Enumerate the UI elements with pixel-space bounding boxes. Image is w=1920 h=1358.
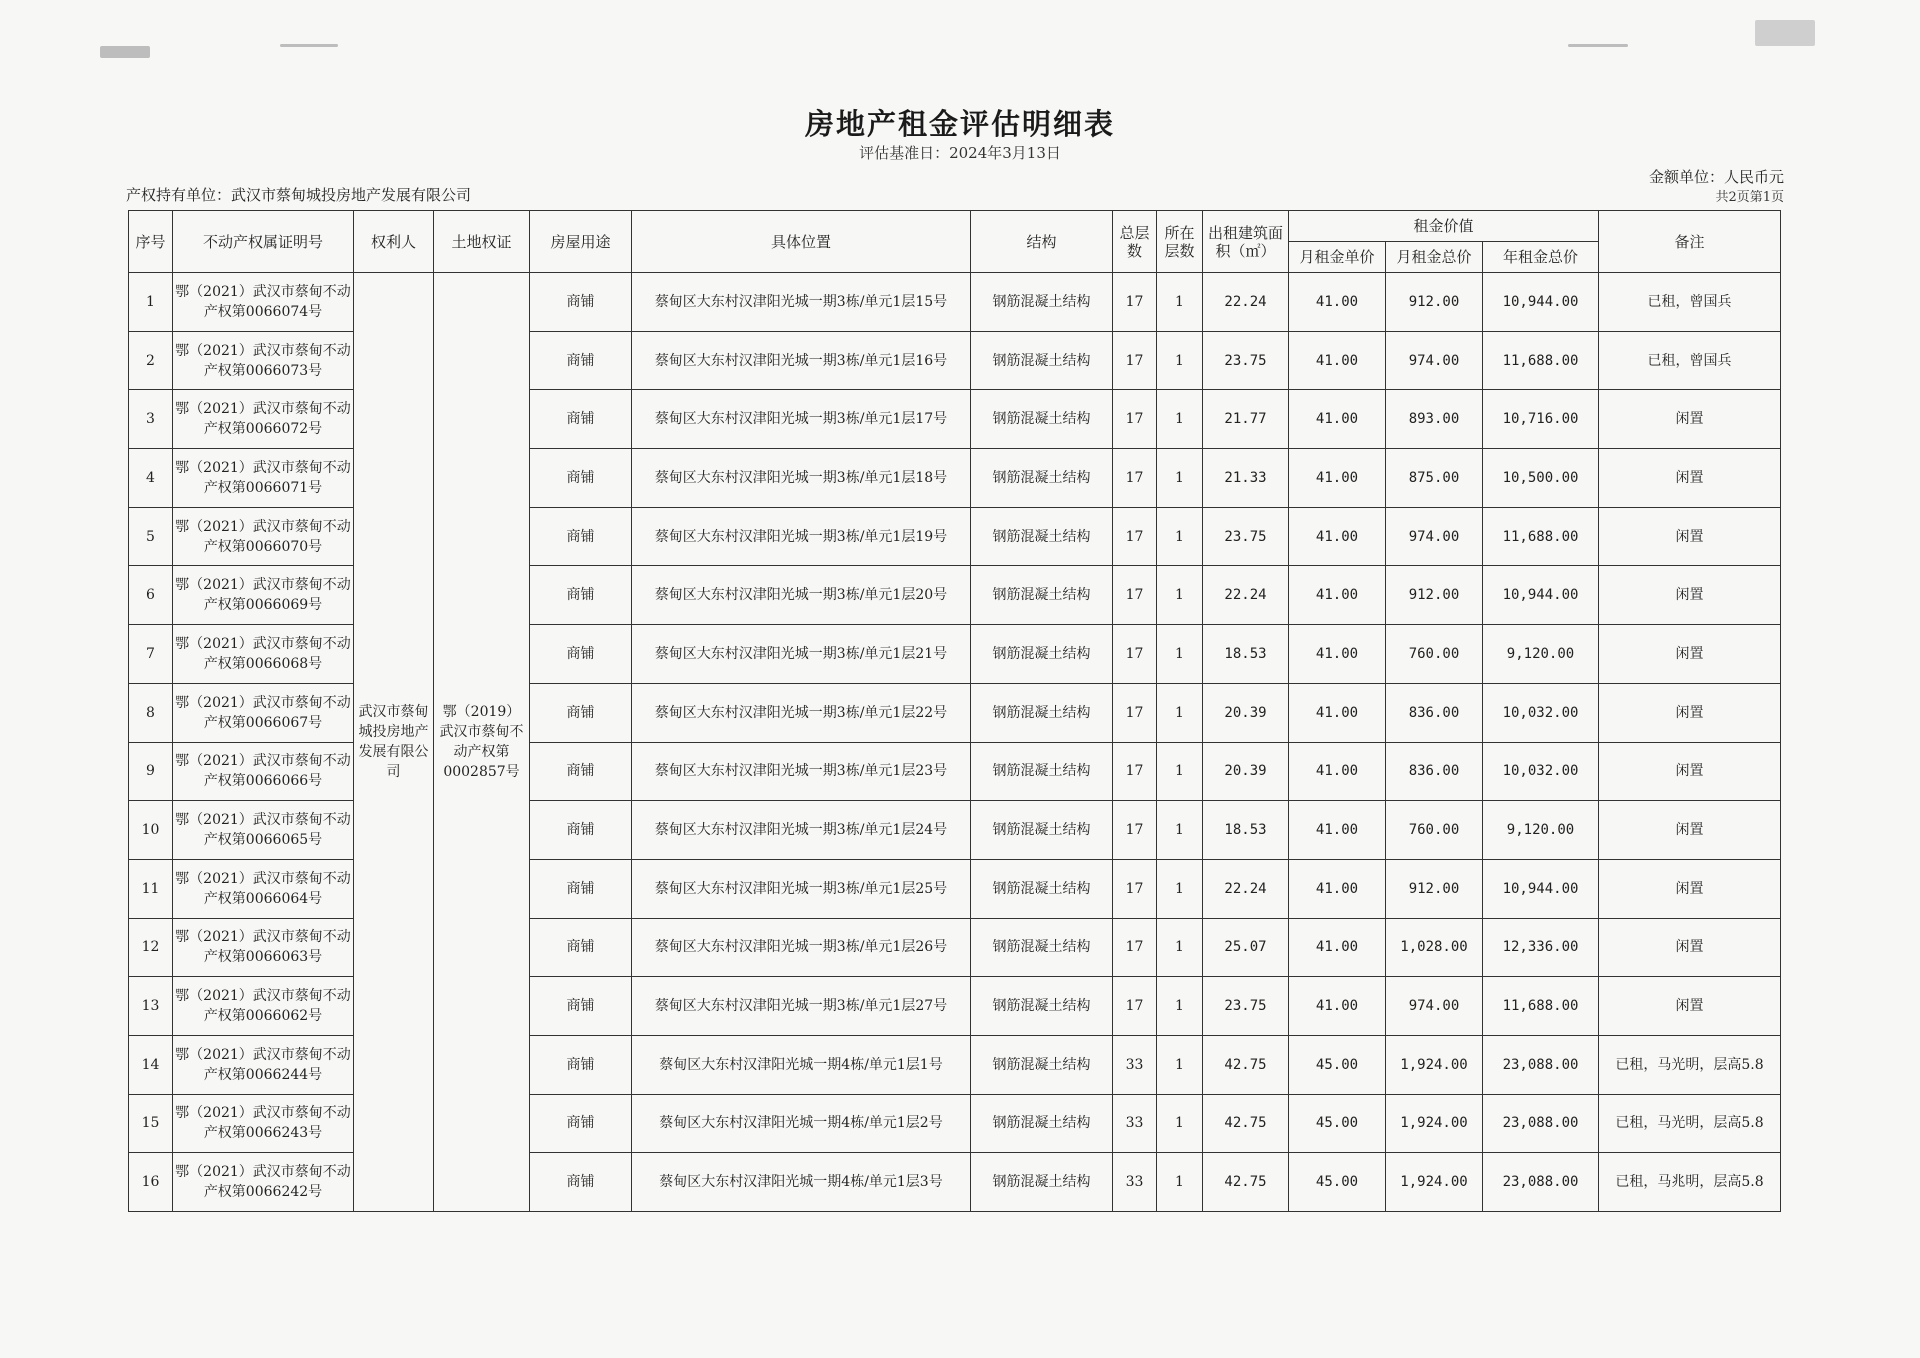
cell-seq: 2 [129, 331, 173, 390]
property-owner: 产权持有单位：武汉市蔡甸城投房地产发展有限公司 [126, 186, 472, 204]
cell-total-floors: 17 [1113, 801, 1157, 860]
cell-cert: 鄂（2021）武汉市蔡甸不动产权第0066064号 [173, 859, 354, 918]
header-cert: 不动产权属证明号 [173, 211, 354, 273]
cell-area: 23.75 [1203, 977, 1289, 1036]
cell-total-floors: 17 [1113, 449, 1157, 508]
cell-annual-total: 12,336.00 [1483, 918, 1599, 977]
cell-structure: 钢筋混凝土结构 [971, 683, 1113, 742]
cell-monthly-unit: 41.00 [1289, 977, 1386, 1036]
cell-remark: 闲置 [1599, 507, 1781, 566]
cell-area: 42.75 [1203, 1153, 1289, 1212]
cell-structure: 钢筋混凝土结构 [971, 1035, 1113, 1094]
cell-annual-total: 9,120.00 [1483, 801, 1599, 860]
cell-location: 蔡甸区大东村汉津阳光城一期3栋/单元1层19号 [632, 507, 971, 566]
cell-structure: 钢筋混凝土结构 [971, 1153, 1113, 1212]
cell-total-floors: 33 [1113, 1094, 1157, 1153]
cell-structure: 钢筋混凝土结构 [971, 742, 1113, 801]
cell-location: 蔡甸区大东村汉津阳光城一期3栋/单元1层23号 [632, 742, 971, 801]
cell-cert: 鄂（2021）武汉市蔡甸不动产权第0066067号 [173, 683, 354, 742]
cell-monthly-total: 974.00 [1386, 507, 1483, 566]
cell-cert: 鄂（2021）武汉市蔡甸不动产权第0066242号 [173, 1153, 354, 1212]
cell-remark: 已租，曾国兵 [1599, 331, 1781, 390]
cell-seq: 11 [129, 859, 173, 918]
cell-cert: 鄂（2021）武汉市蔡甸不动产权第0066066号 [173, 742, 354, 801]
valuation-date: 评估基准日：2024年3月13日 [859, 144, 1061, 162]
cell-seq: 14 [129, 1035, 173, 1094]
cell-usage: 商铺 [530, 859, 632, 918]
scan-mark [280, 44, 338, 47]
cell-remark: 已租，马兆明，层高5.8 [1599, 1153, 1781, 1212]
cell-monthly-total: 974.00 [1386, 331, 1483, 390]
cell-floor: 1 [1157, 1153, 1203, 1212]
cell-cert: 鄂（2021）武汉市蔡甸不动产权第0066073号 [173, 331, 354, 390]
header-location: 具体位置 [632, 211, 971, 273]
scan-mark [1568, 44, 1628, 47]
cell-total-floors: 33 [1113, 1153, 1157, 1212]
cell-seq: 7 [129, 625, 173, 684]
cell-usage: 商铺 [530, 625, 632, 684]
cell-monthly-total: 1,028.00 [1386, 918, 1483, 977]
cell-usage: 商铺 [530, 1094, 632, 1153]
cell-cert: 鄂（2021）武汉市蔡甸不动产权第0066069号 [173, 566, 354, 625]
cell-seq: 3 [129, 390, 173, 449]
cell-monthly-unit: 41.00 [1289, 742, 1386, 801]
cell-annual-total: 23,088.00 [1483, 1153, 1599, 1212]
header-total-floors: 总层数 [1113, 211, 1157, 273]
cell-remark: 闲置 [1599, 566, 1781, 625]
cell-remark: 闲置 [1599, 918, 1781, 977]
cell-monthly-unit: 41.00 [1289, 918, 1386, 977]
cell-total-floors: 17 [1113, 390, 1157, 449]
cell-area: 20.39 [1203, 742, 1289, 801]
cell-structure: 钢筋混凝土结构 [971, 859, 1113, 918]
cell-total-floors: 17 [1113, 859, 1157, 918]
cell-monthly-unit: 45.00 [1289, 1153, 1386, 1212]
cell-location: 蔡甸区大东村汉津阳光城一期3栋/单元1层15号 [632, 273, 971, 332]
cell-location: 蔡甸区大东村汉津阳光城一期3栋/单元1层24号 [632, 801, 971, 860]
cell-remark: 闲置 [1599, 742, 1781, 801]
cell-structure: 钢筋混凝土结构 [971, 801, 1113, 860]
cell-usage: 商铺 [530, 1035, 632, 1094]
cell-annual-total: 11,688.00 [1483, 977, 1599, 1036]
cell-location: 蔡甸区大东村汉津阳光城一期3栋/单元1层27号 [632, 977, 971, 1036]
cell-structure: 钢筋混凝土结构 [971, 507, 1113, 566]
cell-total-floors: 17 [1113, 273, 1157, 332]
cell-area: 42.75 [1203, 1094, 1289, 1153]
cell-annual-total: 10,944.00 [1483, 273, 1599, 332]
header-annual-total: 年租金总价 [1483, 242, 1599, 273]
cell-structure: 钢筋混凝土结构 [971, 977, 1113, 1036]
cell-usage: 商铺 [530, 742, 632, 801]
cell-monthly-unit: 41.00 [1289, 859, 1386, 918]
cell-floor: 1 [1157, 1094, 1203, 1153]
cell-total-floors: 33 [1113, 1035, 1157, 1094]
header-land: 土地权证 [434, 211, 530, 273]
cell-monthly-unit: 41.00 [1289, 683, 1386, 742]
cell-usage: 商铺 [530, 507, 632, 566]
cell-location: 蔡甸区大东村汉津阳光城一期3栋/单元1层17号 [632, 390, 971, 449]
cell-area: 42.75 [1203, 1035, 1289, 1094]
cell-area: 21.77 [1203, 390, 1289, 449]
cell-annual-total: 9,120.00 [1483, 625, 1599, 684]
cell-structure: 钢筋混凝土结构 [971, 273, 1113, 332]
cell-monthly-total: 912.00 [1386, 273, 1483, 332]
header-area: 出租建筑面积（㎡） [1203, 211, 1289, 273]
cell-annual-total: 10,032.00 [1483, 742, 1599, 801]
cell-remark: 闲置 [1599, 449, 1781, 508]
cell-floor: 1 [1157, 625, 1203, 684]
cell-area: 23.75 [1203, 507, 1289, 566]
cell-usage: 商铺 [530, 390, 632, 449]
cell-seq: 16 [129, 1153, 173, 1212]
cell-area: 22.24 [1203, 859, 1289, 918]
cell-cert: 鄂（2021）武汉市蔡甸不动产权第0066068号 [173, 625, 354, 684]
cell-usage: 商铺 [530, 801, 632, 860]
cell-annual-total: 10,500.00 [1483, 449, 1599, 508]
cell-monthly-total: 1,924.00 [1386, 1153, 1483, 1212]
cell-total-floors: 17 [1113, 918, 1157, 977]
cell-monthly-total: 836.00 [1386, 742, 1483, 801]
cell-remark: 闲置 [1599, 390, 1781, 449]
cell-location: 蔡甸区大东村汉津阳光城一期3栋/单元1层22号 [632, 683, 971, 742]
cell-land: 鄂（2019）武汉市蔡甸不动产权第0002857号 [434, 273, 530, 1212]
header-usage: 房屋用途 [530, 211, 632, 273]
cell-floor: 1 [1157, 801, 1203, 860]
cell-cert: 鄂（2021）武汉市蔡甸不动产权第0066070号 [173, 507, 354, 566]
cell-usage: 商铺 [530, 1153, 632, 1212]
cell-seq: 10 [129, 801, 173, 860]
cell-seq: 8 [129, 683, 173, 742]
cell-location: 蔡甸区大东村汉津阳光城一期3栋/单元1层25号 [632, 859, 971, 918]
cell-area: 22.24 [1203, 273, 1289, 332]
scan-mark [1755, 20, 1815, 46]
cell-location: 蔡甸区大东村汉津阳光城一期4栋/单元1层1号 [632, 1035, 971, 1094]
cell-remark: 已租，马光明，层高5.8 [1599, 1094, 1781, 1153]
cell-total-floors: 17 [1113, 625, 1157, 684]
cell-floor: 1 [1157, 742, 1203, 801]
cell-usage: 商铺 [530, 683, 632, 742]
cell-structure: 钢筋混凝土结构 [971, 625, 1113, 684]
cell-remark: 闲置 [1599, 801, 1781, 860]
cell-seq: 15 [129, 1094, 173, 1153]
cell-floor: 1 [1157, 331, 1203, 390]
cell-structure: 钢筋混凝土结构 [971, 331, 1113, 390]
cell-floor: 1 [1157, 1035, 1203, 1094]
scan-mark [100, 46, 150, 58]
cell-monthly-total: 912.00 [1386, 859, 1483, 918]
cell-annual-total: 10,716.00 [1483, 390, 1599, 449]
cell-total-floors: 17 [1113, 742, 1157, 801]
cell-location: 蔡甸区大东村汉津阳光城一期3栋/单元1层18号 [632, 449, 971, 508]
cell-floor: 1 [1157, 918, 1203, 977]
cell-annual-total: 10,032.00 [1483, 683, 1599, 742]
cell-monthly-total: 760.00 [1386, 625, 1483, 684]
cell-monthly-unit: 45.00 [1289, 1094, 1386, 1153]
cell-monthly-unit: 41.00 [1289, 273, 1386, 332]
table-row [129, 273, 1781, 332]
cell-area: 23.75 [1203, 331, 1289, 390]
cell-seq: 13 [129, 977, 173, 1036]
cell-remark: 已租，曾国兵 [1599, 273, 1781, 332]
cell-monthly-unit: 41.00 [1289, 331, 1386, 390]
cell-monthly-total: 1,924.00 [1386, 1094, 1483, 1153]
cell-monthly-total: 836.00 [1386, 683, 1483, 742]
cell-seq: 1 [129, 273, 173, 332]
cell-total-floors: 17 [1113, 683, 1157, 742]
cell-monthly-unit: 41.00 [1289, 625, 1386, 684]
cell-cert: 鄂（2021）武汉市蔡甸不动产权第0066071号 [173, 449, 354, 508]
cell-remark: 闲置 [1599, 859, 1781, 918]
cell-floor: 1 [1157, 390, 1203, 449]
cell-total-floors: 17 [1113, 331, 1157, 390]
page-title: 房地产租金评估明细表 [804, 107, 1115, 141]
cell-total-floors: 17 [1113, 977, 1157, 1036]
cell-structure: 钢筋混凝土结构 [971, 449, 1113, 508]
cell-area: 25.07 [1203, 918, 1289, 977]
cell-holder: 武汉市蔡甸城投房地产发展有限公司 [354, 273, 434, 1212]
cell-annual-total: 10,944.00 [1483, 566, 1599, 625]
cell-area: 22.24 [1203, 566, 1289, 625]
cell-location: 蔡甸区大东村汉津阳光城一期3栋/单元1层16号 [632, 331, 971, 390]
cell-location: 蔡甸区大东村汉津阳光城一期3栋/单元1层26号 [632, 918, 971, 977]
cell-monthly-total: 912.00 [1386, 566, 1483, 625]
header-structure: 结构 [971, 211, 1113, 273]
cell-total-floors: 17 [1113, 566, 1157, 625]
header-floor: 所在层数 [1157, 211, 1203, 273]
cell-seq: 9 [129, 742, 173, 801]
header-monthly-unit: 月租金单价 [1289, 242, 1386, 273]
cell-structure: 钢筋混凝土结构 [971, 566, 1113, 625]
cell-seq: 4 [129, 449, 173, 508]
cell-annual-total: 23,088.00 [1483, 1035, 1599, 1094]
amount-unit: 金额单位：人民币元 [1648, 168, 1784, 186]
cell-floor: 1 [1157, 977, 1203, 1036]
cell-usage: 商铺 [530, 273, 632, 332]
cell-area: 20.39 [1203, 683, 1289, 742]
cell-location: 蔡甸区大东村汉津阳光城一期4栋/单元1层3号 [632, 1153, 971, 1212]
cell-usage: 商铺 [530, 977, 632, 1036]
cell-cert: 鄂（2021）武汉市蔡甸不动产权第0066062号 [173, 977, 354, 1036]
page-number: 共2页第1页 [1715, 190, 1784, 205]
cell-floor: 1 [1157, 507, 1203, 566]
cell-seq: 5 [129, 507, 173, 566]
cell-monthly-total: 875.00 [1386, 449, 1483, 508]
cell-floor: 1 [1157, 449, 1203, 508]
header-rent-group: 租金价值 [1289, 211, 1599, 242]
cell-location: 蔡甸区大东村汉津阳光城一期4栋/单元1层2号 [632, 1094, 971, 1153]
cell-remark: 闲置 [1599, 625, 1781, 684]
cell-structure: 钢筋混凝土结构 [971, 918, 1113, 977]
rent-valuation-table [128, 210, 1781, 1212]
cell-floor: 1 [1157, 683, 1203, 742]
cell-floor: 1 [1157, 859, 1203, 918]
cell-structure: 钢筋混凝土结构 [971, 1094, 1113, 1153]
cell-remark: 闲置 [1599, 683, 1781, 742]
cell-usage: 商铺 [530, 331, 632, 390]
cell-usage: 商铺 [530, 449, 632, 508]
cell-monthly-total: 1,924.00 [1386, 1035, 1483, 1094]
cell-remark: 已租，马光明，层高5.8 [1599, 1035, 1781, 1094]
cell-area: 18.53 [1203, 625, 1289, 684]
header-remark: 备注 [1599, 211, 1781, 273]
cell-usage: 商铺 [530, 566, 632, 625]
cell-location: 蔡甸区大东村汉津阳光城一期3栋/单元1层21号 [632, 625, 971, 684]
cell-annual-total: 23,088.00 [1483, 1094, 1599, 1153]
header-holder: 权利人 [354, 211, 434, 273]
cell-location: 蔡甸区大东村汉津阳光城一期3栋/单元1层20号 [632, 566, 971, 625]
cell-total-floors: 17 [1113, 507, 1157, 566]
cell-floor: 1 [1157, 273, 1203, 332]
cell-structure: 钢筋混凝土结构 [971, 390, 1113, 449]
cell-annual-total: 11,688.00 [1483, 507, 1599, 566]
cell-area: 21.33 [1203, 449, 1289, 508]
cell-cert: 鄂（2021）武汉市蔡甸不动产权第0066065号 [173, 801, 354, 860]
cell-monthly-unit: 41.00 [1289, 449, 1386, 508]
header-seq: 序号 [129, 211, 173, 273]
cell-cert: 鄂（2021）武汉市蔡甸不动产权第0066243号 [173, 1094, 354, 1153]
cell-remark: 闲置 [1599, 977, 1781, 1036]
cell-floor: 1 [1157, 566, 1203, 625]
cell-cert: 鄂（2021）武汉市蔡甸不动产权第0066244号 [173, 1035, 354, 1094]
cell-monthly-total: 893.00 [1386, 390, 1483, 449]
cell-monthly-unit: 41.00 [1289, 801, 1386, 860]
cell-area: 18.53 [1203, 801, 1289, 860]
cell-monthly-unit: 41.00 [1289, 566, 1386, 625]
cell-cert: 鄂（2021）武汉市蔡甸不动产权第0066063号 [173, 918, 354, 977]
cell-monthly-total: 760.00 [1386, 801, 1483, 860]
cell-monthly-unit: 45.00 [1289, 1035, 1386, 1094]
cell-monthly-unit: 41.00 [1289, 507, 1386, 566]
cell-cert: 鄂（2021）武汉市蔡甸不动产权第0066074号 [173, 273, 354, 332]
cell-monthly-unit: 41.00 [1289, 390, 1386, 449]
cell-usage: 商铺 [530, 918, 632, 977]
table-body [129, 273, 1781, 1212]
header-monthly-total: 月租金总价 [1386, 242, 1483, 273]
cell-monthly-total: 974.00 [1386, 977, 1483, 1036]
cell-annual-total: 11,688.00 [1483, 331, 1599, 390]
cell-seq: 6 [129, 566, 173, 625]
cell-seq: 12 [129, 918, 173, 977]
cell-cert: 鄂（2021）武汉市蔡甸不动产权第0066072号 [173, 390, 354, 449]
cell-annual-total: 10,944.00 [1483, 859, 1599, 918]
